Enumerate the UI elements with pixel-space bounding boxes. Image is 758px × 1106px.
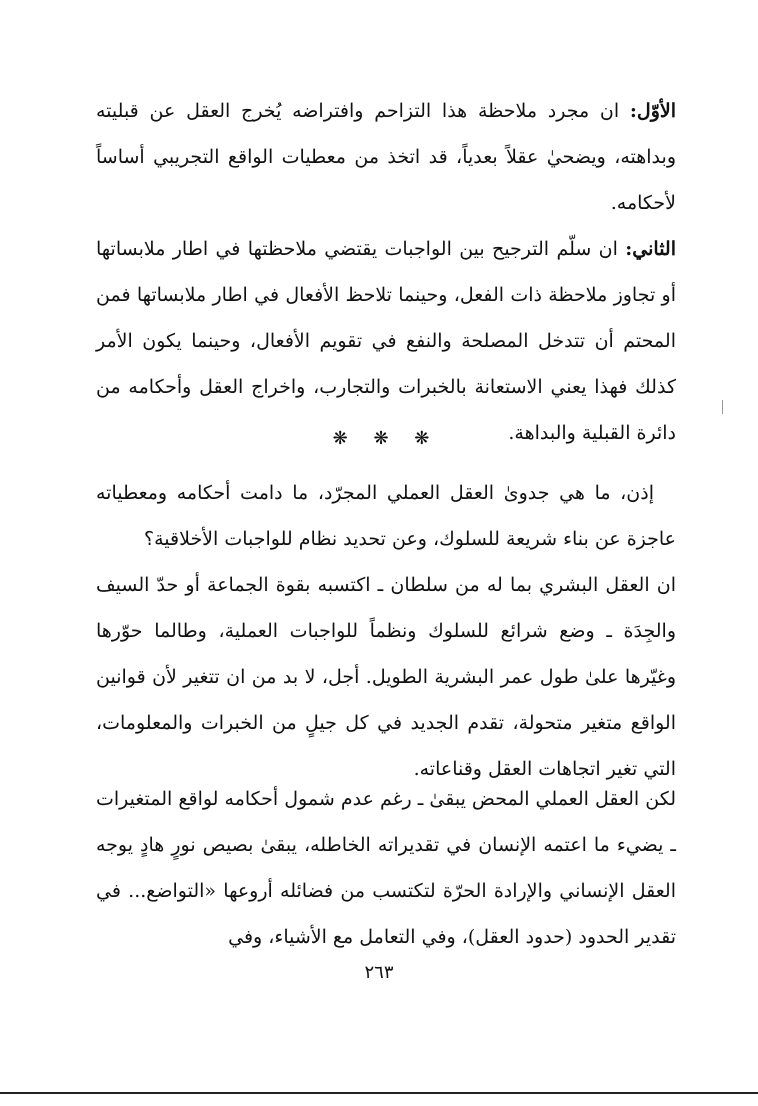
section-separator: ❋ ❋ ❋ (332, 428, 440, 449)
section-two-text: ان سلّم الترجيح بين الواجبات يقتضي ملاحظتها في اطار ملابساتها أو تجاوز ملاحظة ذات الفعل، وحينما تلاحظ الأفعال في اطار ملابساتها فمن المحتم أن تتدخل المصلحة والنفع في تقويم الأفعال، وحينما يكون الأمر كذلك فهذا يعني الاستعانة بالخبرات والتجارب، واخراج العقل وأحكامه من دائرة القبلية والبداهة. (96, 238, 676, 444)
paragraph-four: ان العقل البشري بما له من سلطان ـ اكتسبه بقوة الجماعة أو حدّ السيف والجِدَة ـ وضع شرائع للسلوك ونظماً للواجبات العملية، وطالما حوّرها وغيّرها علىٰ طول عمر البشرية الطويل. أجل، لا بد من ان تتغير لأن قوانين الواقع متغير متحولة، تقدم الجديد في كل جيلٍ من الخبرات والمعلومات، التي تغير اتجاهات العقل وقناعاته. (96, 574, 676, 780)
page-number: ٢٦٣ (364, 962, 394, 983)
paragraph-five-block (96, 776, 676, 960)
section-two-block (96, 226, 676, 456)
section-two-paragraph (96, 226, 676, 456)
paragraph-three-block (96, 470, 676, 562)
margin-mark (722, 400, 723, 414)
section-one-paragraph (96, 88, 676, 226)
section-one-text: ان مجرد ملاحظة هذا التزاحم وافتراضه يُخرج العقل عن قبليته وبداهته، ويضحيٰ عقلاً بعدياً، قد اتخذ من معطيات الواقع التجريبي أساساً لأحكامه. (96, 100, 676, 214)
paragraph-five: لكن العقل العملي المحض يبقىٰ ـ رغم عدم شمول أحكامه لواقع المتغيرات ـ يضيء ما اعتمه الإنسان في تقديراته الخاطله، يبقىٰ بصيص نورٍ هادٍ يوجه العقل الإنساني والإرادة الحرّة لتكتسب من فضائله أروعها «التواضع... في تقدير الحدود (حدود العقل)، وفي التعامل مع الأشياء، وفي (96, 788, 676, 948)
bottom-rule (0, 1092, 758, 1094)
section-one-block (96, 88, 676, 226)
paragraph-three: إذن، ما هي جدوىٰ العقل العملي المجرّد، ما دامت أحكامه ومعطياته عاجزة عن بناء شريعة للسلوك، وعن تحديد نظام للواجبات الأخلاقية؟ (96, 482, 676, 550)
section-one-lead: الأوّل: (629, 100, 676, 122)
paragraph-four-block (96, 562, 676, 792)
section-two-lead: الثاني: (625, 238, 676, 260)
